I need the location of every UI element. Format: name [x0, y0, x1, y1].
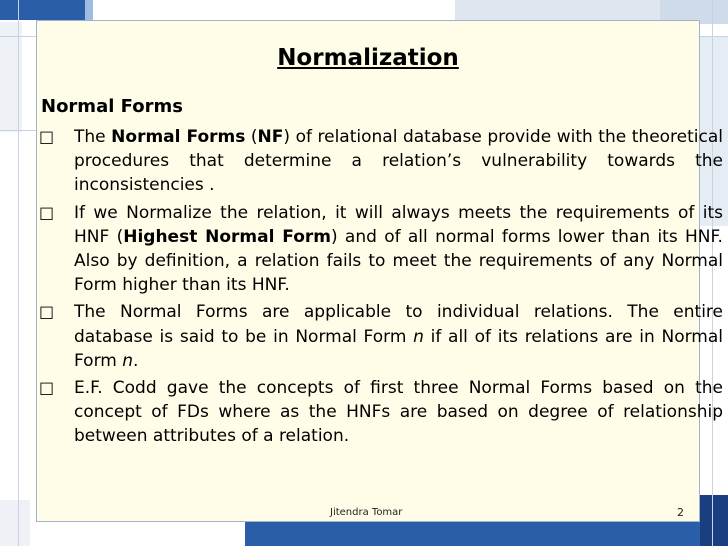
bullet-item — [39, 125, 723, 198]
bullet-text: ) of relational database provide with the theoretical procedures that determine a relation’s vulnerability towards the inconsistencies . — [74, 127, 724, 196]
bullet-bold-text: Normal Forms — [111, 127, 246, 147]
checkbox-bullet-icon: □ — [39, 302, 55, 322]
checkbox-bullet-icon: □ — [39, 127, 55, 146]
bullet-text: if all of its relations are in Normal Form — [74, 326, 723, 371]
bullet-text: ( — [245, 127, 258, 147]
bullet-italic-text: n — [413, 326, 424, 347]
decor-block — [0, 0, 85, 20]
bullet-item — [39, 300, 723, 373]
bullet-item — [39, 201, 723, 298]
decor-block — [245, 522, 728, 546]
slide-number: 2 — [677, 506, 684, 519]
bullet-bold-text: Highest Normal Form — [123, 226, 331, 247]
checkbox-bullet-icon: □ — [39, 202, 55, 222]
slide-content — [36, 20, 724, 522]
decor-block — [0, 500, 30, 546]
bullet-text: If we Normalize the relation, it will always meets the requirements of its HNF ( — [74, 202, 723, 247]
checkbox-bullet-icon: □ — [39, 378, 55, 398]
bullet-text: The — [74, 127, 112, 147]
slide-subtitle: Normal Forms — [41, 96, 183, 117]
decor-block — [700, 495, 728, 546]
bullet-text: ) and of all normal forms lower than its HNF. Also by definition, a relation fails to meet the requirements of any Normal Form higher than its HNF. — [74, 226, 723, 296]
bullet-item — [39, 376, 723, 449]
bullet-bold-text: NF — [257, 127, 284, 147]
footer-author: Jitendra Tomar — [330, 507, 403, 518]
bullet-text: . — [133, 350, 139, 371]
slide-title: Normalization — [277, 45, 459, 71]
bullet-text: The Normal Forms are applicable to individual relations. The entire database is said to be in Normal Form — [74, 302, 723, 347]
bullet-italic-text: n — [122, 350, 134, 371]
decor-line — [18, 0, 19, 546]
bullet-list — [39, 125, 723, 452]
bullet-text: E.F. Codd gave the concepts of first three Normal Forms based on the concept of FDs where as the HNFs are based on degree of relationship between attributes of a relation. — [74, 378, 723, 447]
